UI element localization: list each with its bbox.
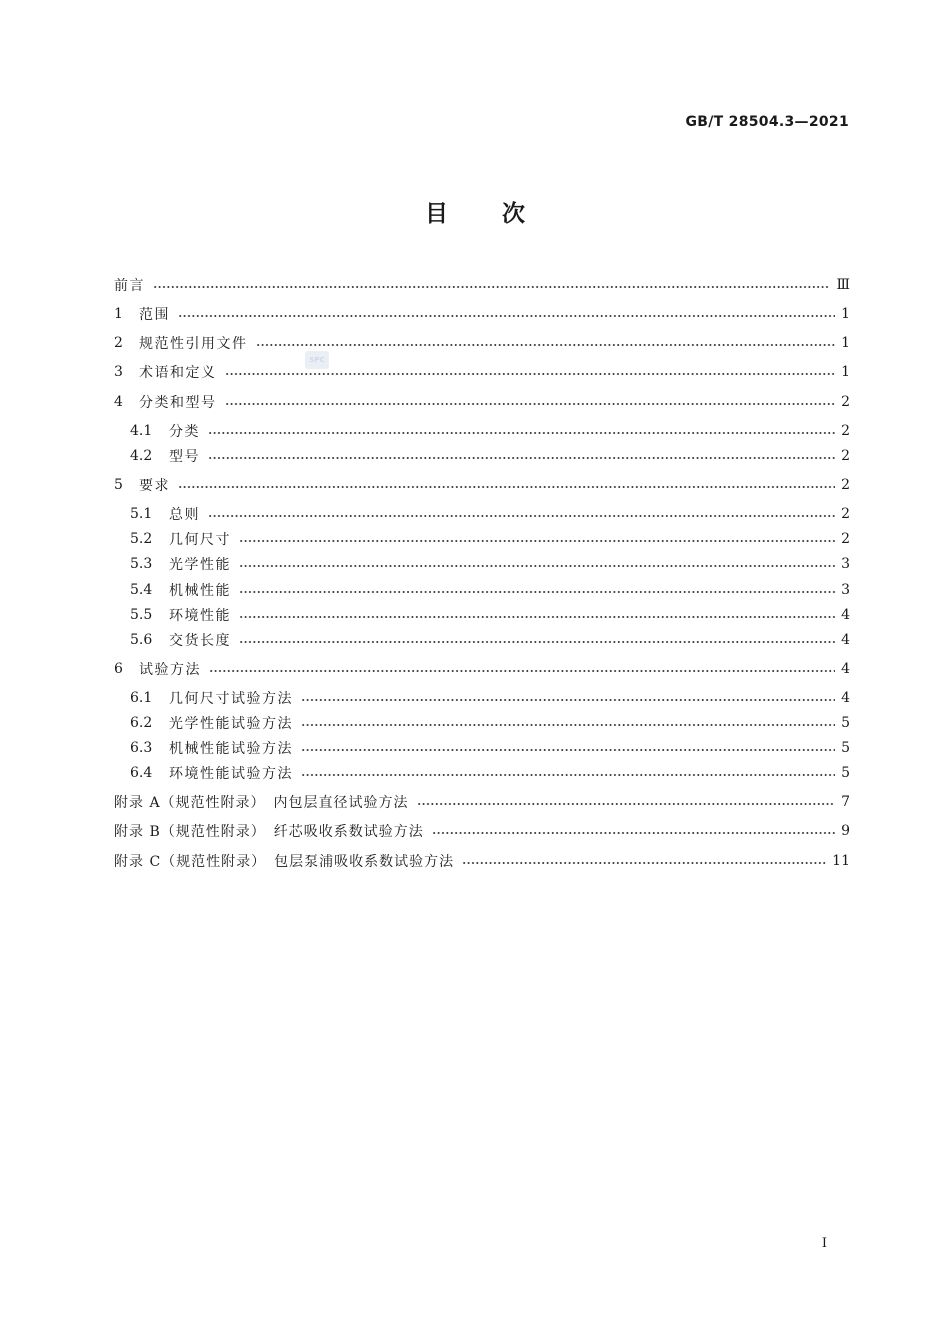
toc-leader [178, 315, 835, 317]
toc-number: 5.5 [130, 607, 153, 623]
watermark-logo: SPC [305, 351, 329, 369]
toc-leader [209, 670, 835, 672]
toc-label: 光学性能 [169, 557, 231, 573]
toc-entry-2[interactable] [114, 332, 850, 354]
toc-page: 2 [841, 394, 850, 410]
toc-number: 6 [114, 661, 123, 677]
toc-label: 型号 [169, 449, 200, 465]
toc-leader [256, 344, 836, 346]
toc-number: 4 [114, 394, 123, 410]
toc-label: 几何尺寸 [169, 532, 231, 548]
toc-number: 5.4 [130, 582, 153, 598]
toc-page: 1 [841, 335, 850, 351]
toc-entry-5-5[interactable] [130, 604, 850, 626]
toc-leader [153, 286, 830, 288]
toc-label: 附录 B（规范性附录） 纤芯吸收系数试验方法 [114, 824, 424, 840]
toc-number: 6.4 [130, 765, 153, 781]
toc-entry-1[interactable] [114, 303, 850, 325]
title-part-1: 目 [425, 201, 448, 227]
toc-leader [208, 515, 835, 517]
toc-label: 分类和型号 [139, 395, 217, 411]
toc-page: 1 [841, 306, 850, 322]
toc-label: 几何尺寸试验方法 [169, 691, 293, 707]
toc-entry-annex-a[interactable] [114, 791, 850, 813]
toc-number: 4.2 [130, 448, 153, 464]
toc-entry-6-3[interactable] [130, 737, 850, 759]
title-part-2: 次 [502, 201, 525, 227]
toc-number: 1 [114, 306, 123, 322]
toc-entry-6-2[interactable] [130, 712, 850, 734]
toc-leader [301, 749, 835, 751]
toc-leader [239, 616, 835, 618]
toc-entry-5-6[interactable] [130, 629, 850, 651]
toc-label: 机械性能 [169, 583, 231, 599]
toc-leader [301, 774, 835, 776]
toc-entry-5-2[interactable] [130, 528, 850, 550]
toc-page: 9 [841, 823, 850, 839]
toc-label: 前言 [114, 278, 145, 294]
toc-leader [225, 373, 836, 375]
toc-page: 5 [841, 765, 850, 781]
standard-code: GB/T 28504.3—2021 [685, 114, 849, 130]
toc-entry-4[interactable] [114, 391, 850, 413]
toc-leader [178, 486, 835, 488]
toc-page: Ⅲ [836, 277, 850, 293]
toc-number: 3 [114, 364, 123, 380]
toc-page: 5 [841, 715, 850, 731]
toc-label: 规范性引用文件 [139, 336, 248, 352]
toc-label: 附录 C（规范性附录） 包层泵浦吸收系数试验方法 [114, 854, 455, 870]
toc-number: 5.6 [130, 632, 153, 648]
toc-page: 2 [841, 448, 850, 464]
toc-leader [432, 832, 835, 834]
toc-page: 3 [841, 582, 850, 598]
toc-entry-annex-c[interactable] [114, 850, 850, 872]
toc-leader [239, 540, 835, 542]
toc-label: 术语和定义 [139, 365, 217, 381]
toc-entry-annex-b[interactable] [114, 820, 850, 842]
toc-page: 5 [841, 740, 850, 756]
toc-entry-6-4[interactable] [130, 762, 850, 784]
toc-leader [239, 641, 835, 643]
toc-page: 2 [841, 531, 850, 547]
page-number: I [821, 1236, 827, 1251]
toc-page: 2 [841, 477, 850, 493]
toc-page: 4 [841, 607, 850, 623]
toc-entry-3[interactable] [114, 361, 850, 383]
toc-entry-5[interactable] [114, 474, 850, 496]
toc-entry-4-2[interactable] [130, 445, 850, 467]
toc-entry-5-3[interactable] [130, 553, 850, 575]
toc-leader [208, 432, 835, 434]
toc-label: 环境性能 [169, 608, 231, 624]
toc-number: 6.1 [130, 690, 153, 706]
toc-leader [208, 457, 835, 459]
toc-label: 交货长度 [169, 633, 231, 649]
toc-page: 3 [841, 556, 850, 572]
toc-leader [225, 403, 836, 405]
toc-leader [417, 803, 836, 805]
toc-label: 环境性能试验方法 [169, 766, 293, 782]
toc-page: 4 [841, 690, 850, 706]
toc-number: 2 [114, 335, 123, 351]
toc-leader [301, 724, 835, 726]
toc-label: 范围 [139, 307, 170, 323]
toc-label: 总则 [169, 507, 200, 523]
toc-label: 机械性能试验方法 [169, 741, 293, 757]
toc-page: 11 [832, 853, 850, 869]
toc-leader [239, 591, 835, 593]
toc-entry-4-1[interactable] [130, 420, 850, 442]
toc-entry-5-4[interactable] [130, 579, 850, 601]
toc-leader [301, 699, 835, 701]
page-title [0, 195, 950, 228]
toc-page: 1 [841, 364, 850, 380]
toc-page: 4 [841, 661, 850, 677]
toc-number: 4.1 [130, 423, 153, 439]
toc-entry-6[interactable] [114, 658, 850, 680]
toc-page: 2 [841, 506, 850, 522]
toc-number: 5.1 [130, 506, 153, 522]
toc-entry-5-1[interactable] [130, 503, 850, 525]
toc-number: 6.2 [130, 715, 153, 731]
toc-label: 试验方法 [139, 662, 201, 678]
toc-number: 5.2 [130, 531, 153, 547]
toc-label: 附录 A（规范性附录） 内包层直径试验方法 [114, 795, 409, 811]
toc-number: 5 [114, 477, 123, 493]
toc-label: 光学性能试验方法 [169, 716, 293, 732]
toc-number: 5.3 [130, 556, 153, 572]
toc-number: 6.3 [130, 740, 153, 756]
toc-entry-preface[interactable] [114, 274, 850, 296]
toc-label: 要求 [139, 478, 170, 494]
toc-page: 4 [841, 632, 850, 648]
toc-leader [239, 565, 835, 567]
toc-entry-6-1[interactable] [130, 687, 850, 709]
toc-label: 分类 [169, 424, 200, 440]
toc-leader [462, 862, 826, 864]
toc-page: 7 [841, 794, 850, 810]
toc-page: 2 [841, 423, 850, 439]
